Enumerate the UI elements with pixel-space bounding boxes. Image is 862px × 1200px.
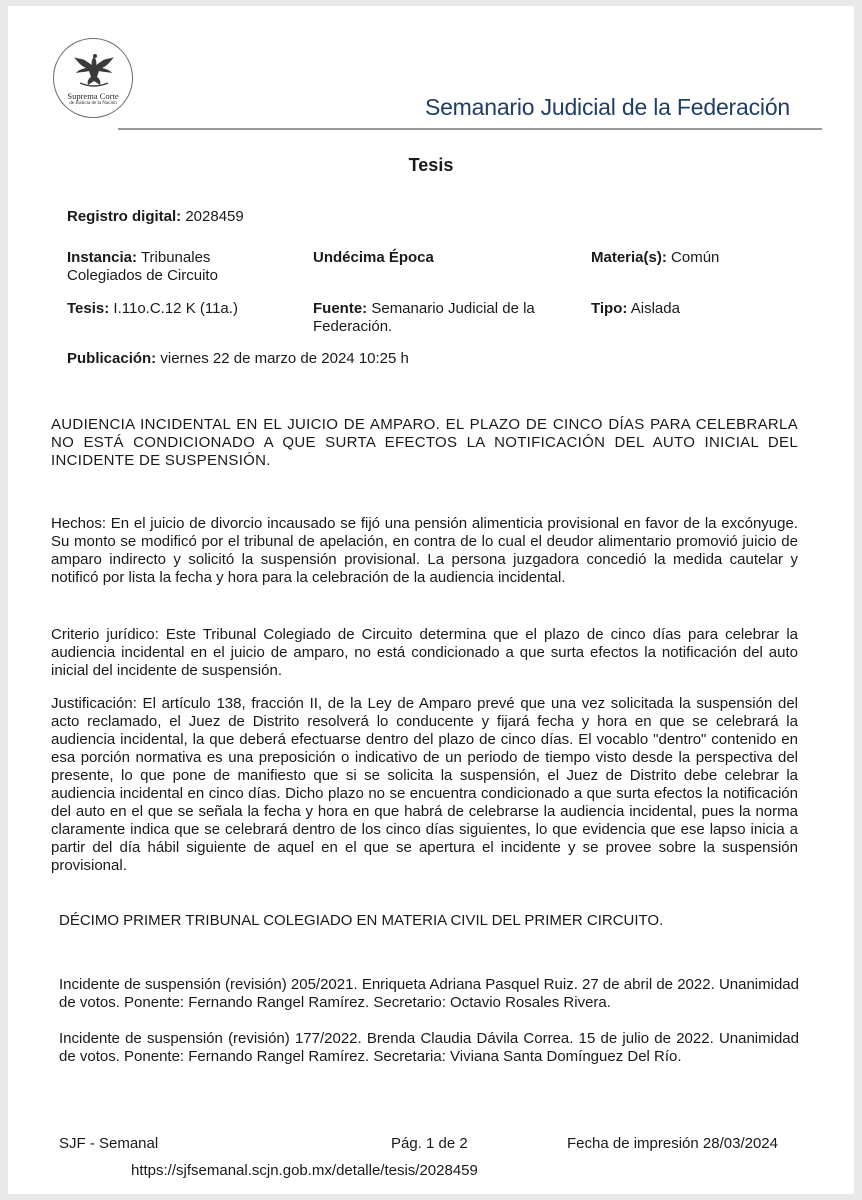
hechos-paragraph: Hechos: En el juicio de divorcio incausado se fijó una pensión alimenticia provisional en favor de la excónyuge. Su monto se modificó por el tribunal de apelación, en contra de lo cual el deudor alimentario promovió juicio de amparo indirecto y solicitó la suspensión provisional. La persona juzgadora concedió la medida cautelar y notificó por lista la fecha y hora para la celebración de la audiencia incidental. xyxy=(51,515,798,586)
scjn-logo xyxy=(53,38,133,118)
registro-value: 2028459 xyxy=(185,208,244,225)
registro-label: Registro digital: xyxy=(67,208,182,225)
fuente-value: Semanario Judicial de la Federación. xyxy=(313,300,535,335)
instancia xyxy=(67,249,267,285)
instancia-label: Instancia: xyxy=(67,249,138,266)
tribunal-name: DÉCIMO PRIMER TRIBUNAL COLEGIADO EN MATERIA CIVIL DEL PRIMER CIRCUITO. xyxy=(59,912,664,929)
justificacion-paragraph: Justificación: El artículo 138, fracción II, de la Ley de Amparo prevé que una vez solicitada la suspensión del acto reclamado, el Juez de Distrito resolverá lo conducente y fijará fecha y hora en que se celebrará la audiencia incidental, la que deberá efectuarse dentro del plazo de cinco días. El vocablo "dentro" contenido en esa porción normativa es una preposición o indicativo de un periodo de tiempo visto desde la perspectiva del presente, lo que pone de manifiesto que si se solicita la suspensión, el Juez de Distrito debe celebrar la audiencia incidental en cinco días. Dicho plazo no se encuentra condicionado a que surta efectos la notificación del auto en el que se señala la fecha y hora en que habrá de celebrarse la audiencia incidental, pues la norma claramente indica que se celebrará dentro de los cinco días siguientes, lo que evidencia que ese lapso inicia a partir del día hábil siguiente de aquel en el que se apertura el incidente y se provee sobre la suspensión provisional. xyxy=(51,695,798,874)
header-divider xyxy=(118,128,822,130)
precedente-1: Incidente de suspensión (revisión) 205/2021. Enriqueta Adriana Pasquel Ruiz. 27 de abril de 2022. Unanimidad de votos. Ponente: Fernando Rangel Ramírez. Secretario: Octavio Rosales Rivera. xyxy=(59,976,799,1011)
header-title: Semanario Judicial de la Federación xyxy=(424,94,790,120)
fuente-label: Fuente: xyxy=(313,300,368,317)
tesis-value: I.11o.C.12 K (11a.) xyxy=(113,300,238,317)
criterio-paragraph: Criterio jurídico: Este Tribunal Colegiado de Circuito determina que el plazo de cinco días para celebrar la audiencia incidental en el juicio de amparo, no está condicionado a que surta efectos la notificación del auto inicial del incidente de suspensión. xyxy=(51,626,798,679)
epoca-value: Undécima Época xyxy=(313,249,434,266)
fuente xyxy=(313,300,575,336)
document-page xyxy=(8,6,854,1194)
materia-value: Común xyxy=(671,249,720,266)
tesis xyxy=(67,300,238,318)
tesis-label: Tesis: xyxy=(67,300,110,317)
tipo xyxy=(591,300,680,318)
publicacion-label: Publicación: xyxy=(67,350,157,367)
registro-digital xyxy=(67,208,244,226)
footer-print-date: Fecha de impresión 28/03/2024 xyxy=(567,1135,778,1152)
footer-url[interactable]: https://sjfsemanal.scjn.gob.mx/detalle/tesis/2028459 xyxy=(131,1162,478,1179)
rubro: AUDIENCIA INCIDENTAL EN EL JUICIO DE AMPARO. EL PLAZO DE CINCO DÍAS PARA CELEBRARLA NO ESTÁ CONDICIONADO A QUE SURTA EFECTOS LA NOTIFICACIÓN DEL AUTO INICIAL DEL INCIDENTE DE SUSPENSIÓN. xyxy=(51,416,798,469)
materia xyxy=(591,249,719,267)
document-type: Tesis xyxy=(408,155,454,175)
materia-label: Materia(s): xyxy=(591,249,667,266)
tipo-value: Aislada xyxy=(630,300,680,317)
precedente-2: Incidente de suspensión (revisión) 177/2022. Brenda Claudia Dávila Correa. 15 de julio de 2022. Unanimidad de votos. Ponente: Fernando Rangel Ramírez. Secretaria: Viviana Santa Domínguez Del Río. xyxy=(59,1030,799,1065)
tipo-label: Tipo: xyxy=(591,300,628,317)
footer-publication: SJF - Semanal xyxy=(59,1135,159,1152)
instancia-value: Tribunales Colegiados de Circuito xyxy=(67,249,218,284)
logo-text-line2: de Justicia de la Nación xyxy=(69,101,117,106)
footer-page-number: Pág. 1 de 2 xyxy=(391,1135,468,1152)
epoca xyxy=(313,249,434,267)
publicacion-value: viernes 22 de marzo de 2024 10:25 h xyxy=(160,350,409,367)
logo-text-line1: Suprema Corte xyxy=(67,91,119,101)
eagle-icon xyxy=(72,51,116,91)
publicacion xyxy=(67,350,409,368)
